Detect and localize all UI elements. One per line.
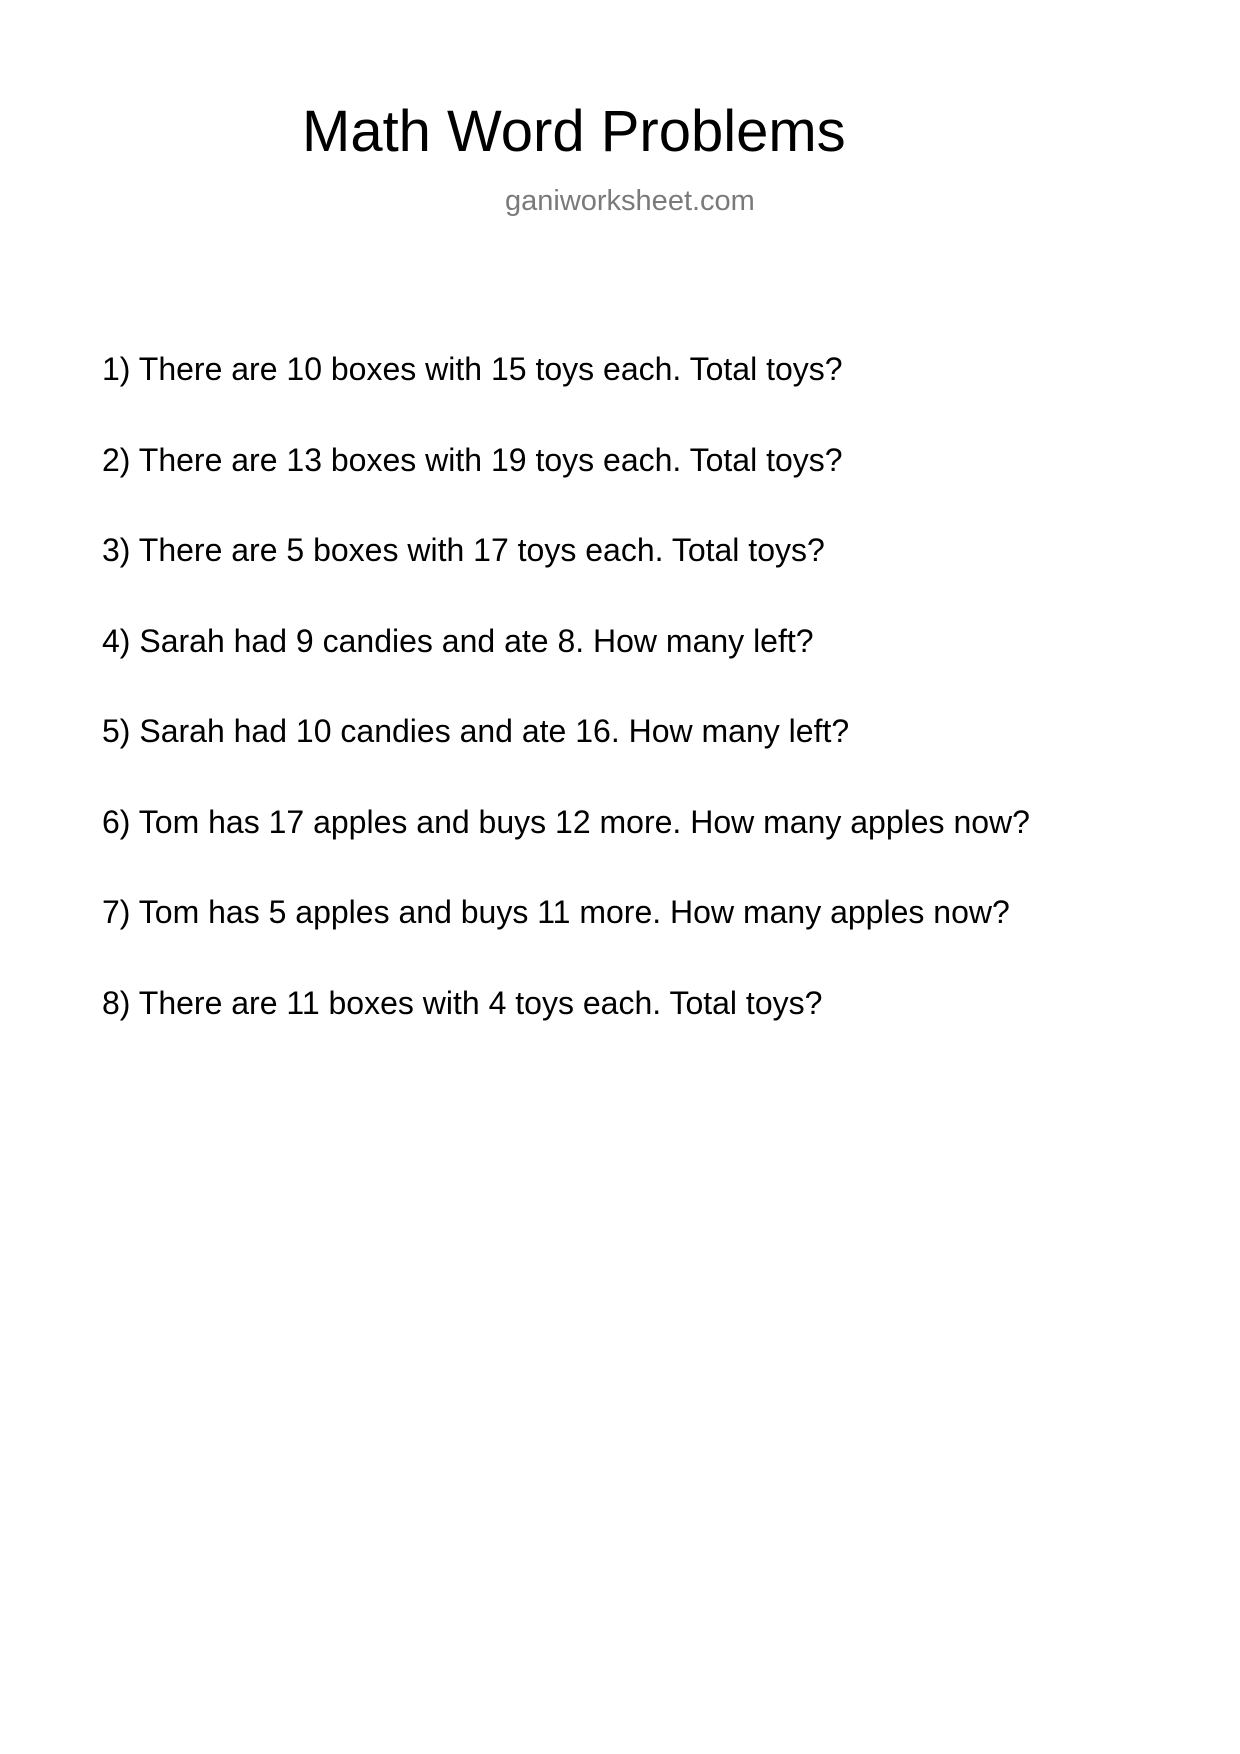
problem-2: 2) There are 13 boxes with 19 toys each. Total toys? [102, 441, 843, 478]
site-name: ganiworksheet.com [505, 185, 755, 217]
problem-8: 8) There are 11 boxes with 4 toys each. Total toys? [102, 984, 823, 1021]
problem-1: 1) There are 10 boxes with 15 toys each. Total toys? [102, 351, 843, 387]
problem-4: 4) Sarah had 9 candies and ate 8. How many left? [102, 622, 814, 659]
page-title: Math Word Problems [302, 99, 846, 164]
problem-5: 5) Sarah had 10 candies and ate 16. How many left? [102, 713, 850, 749]
problem-6: 6) Tom has 17 apples and buys 12 more. How many apples now? [102, 803, 1030, 840]
problem-7: 7) Tom has 5 apples and buys 11 more. How many apples now? [102, 894, 1010, 930]
problem-3: 3) There are 5 boxes with 17 toys each. Total toys? [102, 532, 825, 568]
problem-list [102, 353, 1030, 1077]
